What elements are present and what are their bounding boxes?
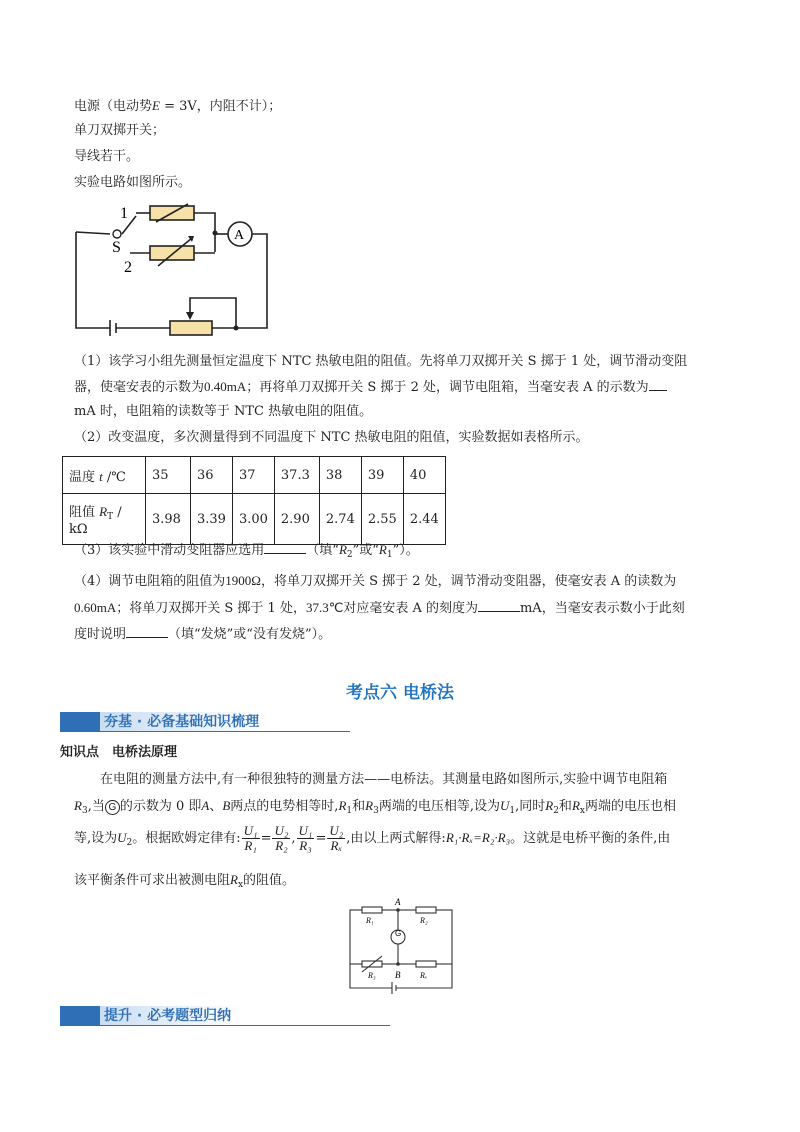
- text: 电源（电动势: [74, 99, 153, 114]
- text: 度时说明: [74, 627, 127, 642]
- band-label: 提升 · 必考题型归纳: [100, 1006, 241, 1026]
- text: R: [338, 798, 347, 813]
- text: R: [571, 798, 580, 813]
- text: ；将单刀双掷开关 S 掷于 1 处，: [116, 601, 306, 616]
- text: （3）该实验中滑动变阻器应选用: [74, 543, 265, 558]
- text: 3: [81, 806, 88, 816]
- table-cell: 2.90: [274, 494, 319, 545]
- experiment-circuit-diagram: [70, 196, 280, 336]
- section-title: 考点六 电桥法: [346, 683, 454, 703]
- fraction: [297, 824, 315, 853]
- section-band-basics: [60, 712, 360, 732]
- text: / kΩ: [69, 505, 122, 537]
- table-cell: 38: [319, 457, 361, 494]
- denominator: R₂: [275, 838, 288, 853]
- r2-label: R₂: [420, 916, 428, 925]
- table-row: [63, 494, 446, 545]
- ammeter-label: A: [234, 228, 245, 243]
- text: = 3V，内阻不计）；: [159, 99, 282, 114]
- section-band-improve: [60, 1006, 390, 1026]
- text: ”）。: [392, 543, 419, 558]
- text: 器，使毫安表的示数为: [74, 380, 205, 395]
- numerator: U₁: [243, 823, 258, 838]
- data-table: [62, 456, 446, 545]
- text: 的阻值。: [243, 873, 296, 888]
- text: ,当: [87, 799, 105, 814]
- table-cell: 40: [403, 457, 445, 494]
- switch-s-label: S: [112, 239, 121, 256]
- current-value: 0.60mA: [74, 600, 117, 615]
- text: =: [315, 831, 327, 846]
- text: 对应毫安表 A 的刻度为: [343, 601, 478, 616]
- text: 1: [386, 550, 393, 560]
- q4-line2: [74, 597, 685, 619]
- text: ”或“: [352, 543, 379, 558]
- text: 3: [373, 806, 379, 816]
- power-supply-line: [74, 96, 281, 117]
- text: T: [107, 512, 114, 522]
- text: R: [230, 872, 238, 887]
- text: R: [99, 504, 108, 519]
- denominator: R₃: [299, 838, 312, 853]
- text: R: [338, 542, 347, 557]
- text: R: [74, 798, 82, 813]
- text: =: [260, 831, 272, 846]
- text: 2: [553, 806, 559, 816]
- fraction: [327, 824, 345, 853]
- fraction: [242, 824, 260, 853]
- terminal-1-label: 1: [120, 205, 128, 222]
- text: x: [579, 806, 585, 816]
- table-header-cell: [63, 457, 146, 494]
- band-rule: [100, 731, 350, 732]
- text: 2: [126, 838, 133, 848]
- text: （填“: [306, 543, 339, 558]
- q1-line2: [74, 376, 667, 398]
- text: 等,设为: [74, 831, 118, 846]
- band-rule: [100, 1025, 390, 1026]
- node-b-label: B: [395, 970, 401, 980]
- galvanometer-symbol: G: [105, 800, 120, 815]
- table-header-cell: [63, 494, 146, 545]
- fraction: [272, 824, 290, 853]
- text: 1: [346, 806, 353, 816]
- text: 。这就是电桥平衡的条件,由: [510, 831, 671, 846]
- emf-symbol: E: [152, 98, 160, 113]
- text: 的示数为 0 即: [119, 799, 202, 814]
- r1-label: R₁: [366, 916, 374, 925]
- current-value: 0.40mA: [204, 379, 247, 394]
- denominator: Rₓ: [330, 838, 343, 853]
- table-cell: 3.98: [146, 494, 191, 545]
- knowledge-p1: 在电阻的测量方法中,有一种很独特的测量方法——电桥法。其测量电路如图所示,实验中调节电阻箱: [100, 772, 668, 787]
- text: R: [365, 798, 374, 813]
- node-a-label: A: [395, 897, 401, 907]
- bridge-circuit-diagram: [340, 896, 460, 1000]
- switch-line: 单刀双掷开关；: [74, 123, 166, 138]
- q2-line1: （2）改变温度，多次测量得到不同温度下 NTC 热敏电阻的阻值，实验数据如表格所示。: [74, 430, 589, 445]
- wire-line: 导线若干。: [74, 149, 140, 164]
- table-cell: 3.00: [232, 494, 274, 545]
- table-cell: 2.44: [403, 494, 445, 545]
- text: /℃: [102, 469, 126, 485]
- resistance-value: 1900Ω: [225, 573, 261, 588]
- answer-blank[interactable]: [126, 623, 168, 638]
- knowledge-p3: [74, 818, 670, 863]
- text: 两端的电压相等,设为: [378, 799, 500, 814]
- knowledge-p4: [74, 870, 295, 895]
- table-cell: 3.39: [191, 494, 233, 545]
- q1-line1: （1）该学习小组先测量恒定温度下 NTC 热敏电阻的阻值。先将单刀双掷开关 S 掷于 1 处，调节滑动变阻: [74, 354, 688, 369]
- text: t: [99, 468, 103, 484]
- table-cell: 2.55: [361, 494, 403, 545]
- rx-label: Rₓ: [420, 971, 428, 980]
- band-label: 夯基 · 必备基础知识梳理: [100, 712, 269, 732]
- text: ；再将单刀双掷开关 S 掷于 2 处，调节电阻箱，当毫安表 A 的示数为: [246, 380, 649, 395]
- text: 和: [558, 799, 572, 814]
- table-cell: 37: [232, 457, 274, 494]
- denominator: R₁: [244, 838, 257, 853]
- text: 。根据欧姆定律有:: [132, 831, 241, 846]
- terminal-2-label: 2: [124, 259, 132, 276]
- text: U: [117, 830, 127, 845]
- text: 阻值: [69, 505, 96, 520]
- table-cell: 36: [191, 457, 233, 494]
- text: 温度: [69, 469, 96, 485]
- q4-line3: [74, 623, 331, 645]
- table-cell: 39: [361, 457, 403, 494]
- text: 1: [509, 806, 516, 816]
- text: ,同时: [515, 799, 546, 814]
- knowledge-heading: 知识点 电桥法原理: [60, 745, 178, 760]
- text: mA，当毫安表示数小于此刻: [519, 601, 685, 616]
- band-marker: [60, 1006, 100, 1026]
- text: 、: [209, 799, 223, 814]
- text: ,由以上两式解得:: [346, 831, 446, 846]
- text: x: [237, 880, 244, 890]
- text: A: [201, 798, 210, 813]
- r3-label: R₃: [368, 971, 376, 980]
- text: （填“发烧”或“没有发烧”）。: [168, 627, 332, 642]
- text: ,: [291, 831, 296, 846]
- numerator: U₂: [329, 823, 344, 838]
- text: 和: [352, 799, 366, 814]
- text: R: [545, 798, 554, 813]
- answer-blank[interactable]: [264, 539, 306, 554]
- numerator: U₁: [298, 823, 313, 838]
- table-cell: 35: [146, 457, 191, 494]
- circuit-caption: 实验电路如图所示。: [74, 175, 192, 190]
- text: （4）调节电阻箱的阻值为: [74, 574, 226, 589]
- text: 两端的电压也相: [584, 799, 676, 814]
- galvanometer-label: G: [395, 929, 402, 938]
- text: 2: [346, 550, 353, 560]
- table-row: [63, 457, 446, 494]
- text: 该平衡条件可求出被测电阻: [74, 873, 231, 888]
- answer-blank[interactable]: [649, 376, 667, 391]
- answer-blank[interactable]: [478, 597, 520, 612]
- q4-line1: [74, 571, 676, 592]
- text: ，将单刀双掷开关 S 掷于 2 处，调节滑动变阻器，使毫安表 A 的读数为: [260, 574, 677, 589]
- table-cell: 2.74: [319, 494, 361, 545]
- temperature-value: 37.3℃: [305, 600, 344, 615]
- text: R: [378, 542, 387, 557]
- q1-line3: mA 时，电阻箱的读数等于 NTC 热敏电阻的阻值。: [74, 404, 373, 419]
- table-cell: 37.3: [274, 457, 319, 494]
- text: B: [222, 798, 231, 813]
- numerator: U₂: [274, 823, 289, 838]
- balance-relation: R₁·Rₓ=R₂·R₃: [445, 830, 511, 845]
- band-marker: [60, 712, 100, 732]
- q3-line: [74, 539, 419, 565]
- text: 两点的电势相等时,: [230, 799, 339, 814]
- text: U: [499, 798, 510, 813]
